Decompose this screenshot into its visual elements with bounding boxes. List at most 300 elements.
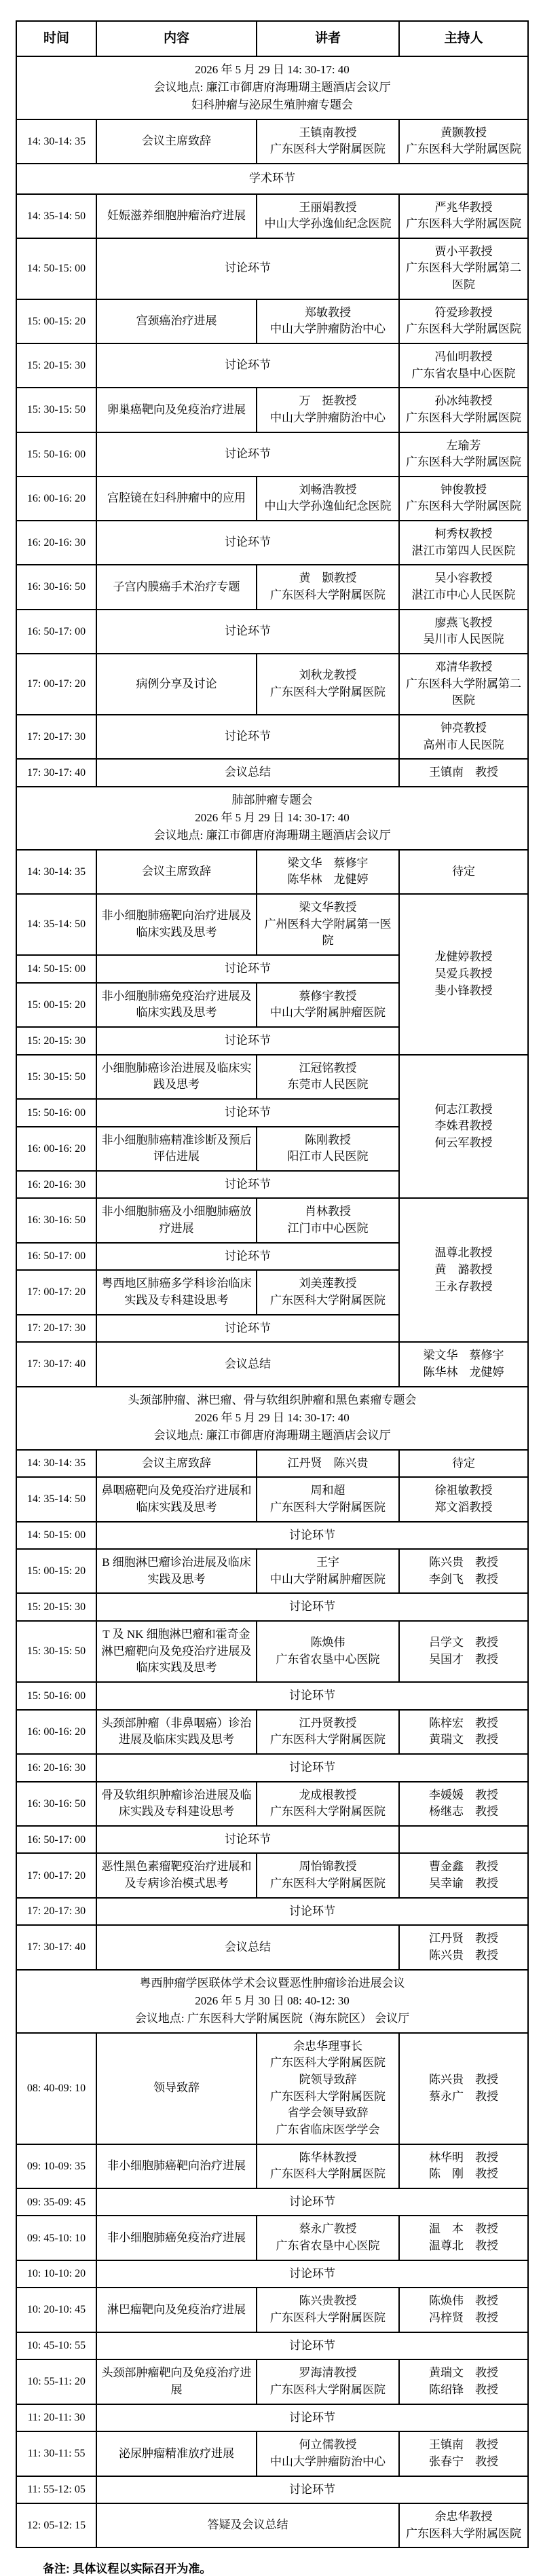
speaker-cell	[257, 2288, 399, 2332]
moderator-cell	[399, 343, 528, 388]
cell-line: 陈梓宏 教授	[429, 1716, 498, 1730]
moderator-cell	[399, 2144, 528, 2188]
topic-cell: 泌尿肿瘤精准放疗进展	[96, 2431, 257, 2476]
cell-line: 2026 年 5 月 29 日 14: 30-17: 40	[195, 1411, 350, 1424]
cell-line: 钟俊教授	[441, 483, 487, 496]
cell-line: 曹金鑫 教授	[429, 1860, 498, 1873]
cell-line: 陈兴贵教授	[299, 2294, 357, 2308]
merged-cell: 会议总结	[96, 1925, 399, 1969]
schedule-row	[16, 119, 528, 164]
cell-line: 广东医科大学附属第二医院	[406, 677, 521, 707]
topic-cell: 非小细胞肺癌免疫治疗进展	[96, 2216, 257, 2260]
moderator-cell	[399, 2503, 528, 2547]
section-header-row	[16, 787, 528, 850]
topic-cell: 会议主席致辞	[96, 850, 257, 894]
cell-line: 中山大学附属肿瘤医院	[270, 1006, 386, 1020]
cell-line: 符爱珍教授	[434, 305, 493, 319]
schedule-body	[16, 56, 528, 2548]
time-cell: 15: 00-15: 20	[16, 1549, 96, 1593]
moderator-cell	[399, 299, 528, 343]
cell-line: 周怡锦教授	[299, 1860, 357, 1873]
moderator-cell	[399, 2288, 528, 2332]
cell-line: 陈兴贵 教授	[429, 1949, 498, 1962]
cell-line: 中山大学肿瘤防治中心	[270, 411, 386, 424]
time-cell: 15: 50-16: 00	[16, 1682, 96, 1710]
cell-line: 严兆华教授	[434, 200, 493, 214]
time-cell: 11: 30-11: 55	[16, 2431, 96, 2476]
speaker-cell	[257, 1450, 399, 1478]
cell-line: 2026 年 5 月 30 日 08: 40-12: 30	[195, 1994, 350, 2008]
cell-line: 吴幸谕 教授	[429, 1877, 498, 1890]
moderator-cell	[399, 1782, 528, 1826]
cell-line: 湛江市第四人民医院	[411, 544, 516, 557]
merged-cell: 讨论环节	[96, 1027, 399, 1055]
time-cell: 09: 35-09: 45	[16, 2188, 96, 2216]
cell-line: 邓清华教授	[434, 660, 493, 673]
cell-line: 广东医科大学附属第二医院	[406, 261, 521, 292]
time-cell: 15: 20-15: 30	[16, 1593, 96, 1621]
time-cell: 17: 00-17: 20	[16, 654, 96, 715]
time-cell: 14: 30-14: 35	[16, 1450, 96, 1478]
merged-cell: 讨论环节	[96, 1243, 399, 1271]
schedule-row	[16, 2288, 528, 2332]
schedule-row	[16, 432, 528, 477]
cell-line: 广东医科大学附属医院	[270, 589, 386, 602]
time-cell: 14: 50-15: 00	[16, 238, 96, 299]
merged-cell: 讨论环节	[96, 1315, 399, 1343]
cell-line: 王宇	[316, 1556, 339, 1569]
cell-line: 钟亮教授	[441, 721, 487, 734]
time-cell: 16: 20-16: 30	[16, 1754, 96, 1782]
cell-line: 温尊北 教授	[429, 2239, 498, 2253]
cell-line: 黄瑞文 教授	[429, 2366, 498, 2380]
time-cell: 17: 20-17: 30	[16, 715, 96, 759]
merged-cell: 讨论环节	[96, 1593, 528, 1621]
time-cell: 15: 00-15: 20	[16, 983, 96, 1027]
cell-line: 蔡永广教授	[299, 2222, 357, 2236]
cell-line: 广东医科大学附属医院	[270, 1733, 386, 1747]
time-cell: 14: 50-15: 00	[16, 955, 96, 983]
speaker-cell	[257, 894, 399, 955]
moderator-cell	[399, 1549, 528, 1593]
moderator-cell	[399, 850, 528, 894]
merged-cell: 讨论环节	[96, 610, 399, 654]
cell-line: 温 本 教授	[429, 2222, 498, 2236]
schedule-row	[16, 1055, 528, 1099]
column-header-row	[16, 21, 528, 56]
cell-line: 刘畅浩教授	[299, 483, 357, 496]
time-cell: 09: 10-09: 35	[16, 2144, 96, 2188]
speaker-cell	[257, 1198, 399, 1242]
schedule-row	[16, 521, 528, 565]
topic-cell: 非小细胞肺癌靶向治疗进展	[96, 2144, 257, 2188]
time-cell: 16: 50-17: 00	[16, 1826, 96, 1854]
time-cell: 14: 35-14: 50	[16, 194, 96, 238]
schedule-row	[16, 1522, 528, 1550]
cell-line: 孙冰纯教授	[434, 394, 493, 408]
merged-cell: 讨论环节	[96, 1099, 399, 1127]
topic-cell: 小细胞肺癌诊治进展及临床实践及思考	[96, 1055, 257, 1099]
topic-cell: 妊娠滋养细胞肿瘤治疗进展	[96, 194, 257, 238]
speaker-cell	[257, 1055, 399, 1099]
cell-line: 陈华林教授	[299, 2150, 357, 2164]
time-cell: 17: 30-17: 40	[16, 1925, 96, 1969]
cell-line: 江冠铭教授	[299, 1061, 357, 1075]
cell-line: 广东省临床医学学会	[276, 2123, 380, 2136]
time-cell: 17: 30-17: 40	[16, 759, 96, 787]
topic-cell: 非小细胞肺癌免疫治疗进展及临床实践及思考	[96, 983, 257, 1027]
speaker-cell	[257, 194, 399, 238]
cell-line: 中山大学孙逸仙纪念医院	[264, 217, 392, 231]
time-cell: 15: 00-15: 20	[16, 299, 96, 343]
moderator-cell	[399, 1621, 528, 1682]
cell-line: 刘秋龙教授	[299, 669, 357, 682]
cell-line: 蔡修宇教授	[299, 989, 357, 1003]
time-cell: 16: 50-17: 00	[16, 610, 96, 654]
schedule-row	[16, 1826, 528, 1854]
moderator-cell	[399, 894, 528, 1054]
speaker-cell	[257, 2033, 399, 2144]
schedule-row	[16, 1621, 528, 1682]
cell-line: 待定	[452, 1456, 475, 1470]
time-cell: 09: 45-10: 10	[16, 2216, 96, 2260]
cell-line: 会议地点: 广东医科大学附属医院（海东院区） 会议厅	[134, 2012, 410, 2026]
cell-line: 黄 颢教授	[299, 572, 357, 585]
merged-cell: 讨论环节	[96, 1171, 399, 1199]
time-cell: 15: 30-15: 50	[16, 1621, 96, 1682]
cell-line: 广东医科大学附属医院	[270, 1805, 386, 1818]
cell-line: 龙健婷教授	[434, 950, 493, 964]
schedule-row	[16, 1710, 528, 1754]
merged-cell: 讨论环节	[96, 1754, 528, 1782]
cell-line: 王丽娟教授	[299, 200, 357, 214]
cell-line: 广东医科大学附属医院	[270, 1877, 386, 1890]
section-header-cell	[16, 787, 528, 850]
topic-cell: 会议主席致辞	[96, 1450, 257, 1478]
cell-line: 广东医科大学附属医院	[270, 2167, 386, 2181]
cell-line: 中山大学肿瘤防治中心	[270, 322, 386, 336]
merged-cell: 讨论环节	[96, 2404, 528, 2432]
cell-line: 广东医科大学附属医院	[270, 2089, 386, 2103]
cell-line: 陈焕伟 教授	[429, 2294, 498, 2308]
time-cell: 10: 45-10: 55	[16, 2332, 96, 2360]
cell-line: 中山大学附属肿瘤医院	[270, 1572, 386, 1586]
cell-line: 陈刚教授	[305, 1133, 351, 1146]
cell-line: 陈兴贵 教授	[429, 2073, 498, 2086]
moderator-cell	[399, 1342, 528, 1386]
cell-line: 广东医科大学附属医院	[270, 1294, 386, 1307]
merged-cell: 讨论环节	[96, 238, 399, 299]
cell-line: 何立儒教授	[299, 2438, 357, 2452]
cell-line: 2026 年 5 月 29 日 14: 30-17: 40	[195, 811, 350, 825]
speaker-cell	[257, 1270, 399, 1314]
time-cell: 14: 50-15: 00	[16, 1522, 96, 1550]
cell-line: 万 挺教授	[299, 394, 357, 408]
schedule-table	[16, 20, 529, 2548]
cell-line: 陈华林 龙健婷	[423, 1365, 504, 1379]
speaker-cell	[257, 2216, 399, 2260]
moderator-cell	[399, 432, 528, 477]
schedule-row	[16, 2404, 528, 2432]
moderator-cell	[399, 565, 528, 609]
col-header-moderator: 主持人	[399, 21, 528, 56]
speaker-cell	[257, 2359, 399, 2404]
cell-line: 广东医科大学附属医院	[270, 1500, 386, 1514]
schedule-row	[16, 850, 528, 894]
cell-line: 广东医科大学附属医院	[406, 411, 521, 424]
cell-line: 陈绍锋 教授	[429, 2383, 498, 2396]
cell-line: 吴爱兵教授	[434, 967, 493, 981]
moderator-cell	[399, 119, 528, 164]
topic-cell: T 及 NK 细胞淋巴瘤和霍奇金淋巴瘤靶向及免疫治疗进展及临床实践及思考	[96, 1621, 257, 1682]
schedule-row	[16, 2431, 528, 2476]
schedule-row	[16, 1898, 528, 1926]
schedule-row	[16, 1853, 528, 1897]
cell-line: 陈焕伟	[310, 1636, 345, 1649]
cell-line: 广东医科大学附属医院	[406, 500, 521, 513]
topic-cell: 卵巢癌靶向及免疫治疗进展	[96, 388, 257, 432]
cell-line: 高州市人民医院	[423, 738, 504, 751]
cell-line: 广东医科大学附属医院	[406, 2526, 521, 2540]
cell-line: 陈华林 龙健婷	[287, 873, 369, 886]
time-cell: 16: 50-17: 00	[16, 1243, 96, 1271]
schedule-row	[16, 299, 528, 343]
schedule-row	[16, 2216, 528, 2260]
cell-line: 梁文华教授	[299, 901, 357, 914]
topic-cell: 头颈部肿瘤靶向及免疫治疗进展	[96, 2359, 257, 2404]
moderator-cell	[399, 759, 528, 787]
topic-cell: 恶性黑色素瘤靶疫治疗进展和及专病诊治模式思考	[96, 1853, 257, 1897]
schedule-row	[16, 2260, 528, 2288]
cell-line: 粤西肿瘤学医联体学术会议暨恶性肿瘤诊治进展会议	[139, 1976, 405, 1990]
cell-line: 林华明 教授	[429, 2150, 498, 2164]
section-header-cell	[16, 56, 528, 119]
merged-cell: 答疑及会议总结	[96, 2503, 399, 2547]
merged-cell: 会议总结	[96, 1342, 399, 1386]
cell-line: 省学会领导致辞	[287, 2106, 369, 2120]
cell-line: 贾小平教授	[434, 244, 493, 258]
schedule-row	[16, 2332, 528, 2360]
cell-line: 广东省农垦中心医院	[276, 1653, 380, 1666]
cell-line: 张春宁 教授	[429, 2454, 498, 2468]
schedule-row	[16, 343, 528, 388]
time-cell: 16: 30-16: 50	[16, 1198, 96, 1242]
moderator-cell	[399, 1477, 528, 1521]
section-header-cell	[16, 1970, 528, 2033]
merged-cell: 讨论环节	[96, 432, 399, 477]
merged-cell: 讨论环节	[96, 521, 399, 565]
moderator-cell	[399, 2033, 528, 2144]
time-cell: 10: 20-10: 45	[16, 2288, 96, 2332]
time-cell: 15: 50-16: 00	[16, 1099, 96, 1127]
schedule-row	[16, 1477, 528, 1521]
cell-line: 杨继志 教授	[429, 1805, 498, 1818]
merged-cell: 讨论环节	[96, 2332, 528, 2360]
cell-line: 李姝君教授	[434, 1119, 493, 1133]
cell-line: 冯仙明教授	[434, 350, 493, 363]
topic-cell: 鼻咽癌靶向及免疫治疗进展和临床实践及思考	[96, 1477, 257, 1521]
cell-line: 冯梓贤 教授	[429, 2311, 498, 2325]
time-cell: 14: 35-14: 50	[16, 894, 96, 955]
moderator-cell	[399, 1450, 528, 1478]
moderator-cell	[399, 1853, 528, 1897]
section-header-row	[16, 1970, 528, 2033]
col-header-content: 内容	[96, 21, 257, 56]
moderator-cell	[399, 715, 528, 759]
cell-line: 王镇南 教授	[429, 2438, 498, 2452]
schedule-row	[16, 2144, 528, 2188]
time-cell: 14: 30-14: 35	[16, 850, 96, 894]
cell-line: 广东医科大学附属医院	[270, 2311, 386, 2325]
cell-line: 会议地点: 廉江市御唐府海珊瑚主题酒店会议厅	[153, 80, 391, 94]
time-cell: 12: 05-12: 15	[16, 2503, 96, 2547]
moderator-cell	[399, 194, 528, 238]
topic-cell: 非小细胞肺癌靶向治疗进展及临床实践及思考	[96, 894, 257, 955]
speaker-cell	[257, 1621, 399, 1682]
cell-line: 湛江市中心人民医院	[411, 589, 516, 602]
speaker-cell	[257, 2144, 399, 2188]
cell-line: 肺部肿瘤专题会	[231, 793, 313, 806]
merged-cell: 讨论环节	[96, 1826, 399, 1854]
cell-line: 柯秀权教授	[434, 527, 493, 541]
merged-cell: 讨论环节	[96, 2188, 528, 2216]
cell-line: 肖林教授	[305, 1205, 351, 1218]
merged-cell: 会议总结	[96, 759, 399, 787]
topic-cell: 淋巴瘤靶向及免疫治疗进展	[96, 2288, 257, 2332]
cell-line: 广东医科大学附属医院	[406, 455, 521, 469]
schedule-row	[16, 477, 528, 521]
time-cell: 16: 00-16: 20	[16, 1710, 96, 1754]
cell-line: 广东医科大学附属医院	[406, 217, 521, 231]
merged-cell: 讨论环节	[96, 2260, 528, 2288]
cell-line: 罗海清教授	[299, 2366, 357, 2380]
schedule-row	[16, 2359, 528, 2404]
cell-line: 广东医科大学附属医院	[270, 2383, 386, 2396]
moderator-cell	[399, 654, 528, 715]
topic-cell: 领导致辞	[96, 2033, 257, 2144]
speaker-cell	[257, 1549, 399, 1593]
time-cell: 17: 00-17: 20	[16, 1270, 96, 1314]
schedule-row	[16, 565, 528, 609]
cell-line: 廖燕飞教授	[434, 616, 493, 629]
time-cell: 10: 10-10: 20	[16, 2260, 96, 2288]
cell-line: 吕学文 教授	[429, 1636, 498, 1649]
topic-cell: 宫颈癌治疗进展	[96, 299, 257, 343]
topic-cell: 病例分享及讨论	[96, 654, 257, 715]
schedule-row	[16, 2503, 528, 2547]
cell-line: 王镇南 教授	[429, 766, 498, 779]
moderator-cell	[399, 2359, 528, 2404]
schedule-row	[16, 759, 528, 787]
topic-cell: 粤西地区肺癌多学科诊治临床实践及专科建设思考	[96, 1270, 257, 1314]
cell-line: 广东医科大学附属医院	[406, 322, 521, 336]
merged-cell: 讨论环节	[96, 715, 399, 759]
schedule-row	[16, 1342, 528, 1386]
cell-line: 广东省农垦中心医院	[411, 367, 516, 380]
cell-line: 梁文华 蔡修宇	[423, 1349, 504, 1362]
speaker-cell	[257, 983, 399, 1027]
time-cell: 16: 20-16: 30	[16, 1171, 96, 1199]
cell-line: 王永存教授	[434, 1280, 493, 1293]
cell-line: 黄颢教授	[441, 126, 487, 139]
speaker-cell	[257, 565, 399, 609]
time-cell: 17: 00-17: 20	[16, 1853, 96, 1897]
topic-cell: B 细胞淋巴瘤诊治进展及临床实践及思考	[96, 1549, 257, 1593]
cell-line: 东莞市人民医院	[287, 1078, 369, 1091]
moderator-cell	[399, 388, 528, 432]
section-header-cell	[16, 1387, 528, 1450]
section-header-row	[16, 1387, 528, 1450]
time-cell: 16: 00-16: 20	[16, 1127, 96, 1171]
moderator-cell	[399, 2431, 528, 2476]
topic-cell: 头颈部肿瘤（非鼻咽癌）诊治进展及临床实践及思考	[96, 1710, 257, 1754]
cell-line: 江丹贤 教授	[429, 1932, 498, 1945]
merged-cell: 讨论环节	[96, 1522, 528, 1550]
time-cell: 16: 30-16: 50	[16, 565, 96, 609]
speaker-cell	[257, 1782, 399, 1826]
schedule-row	[16, 2033, 528, 2144]
cell-line: 郑敏教授	[305, 305, 351, 319]
topic-cell: 会议主席致辞	[96, 119, 257, 164]
schedule-row	[16, 610, 528, 654]
speaker-cell	[257, 2431, 399, 2476]
cell-line: 广东医科大学附属医院	[270, 143, 386, 156]
schedule-row	[16, 1754, 528, 1782]
cell-line: 郑文滔教授	[434, 1500, 493, 1514]
merged-cell: 讨论环节	[96, 1898, 528, 1926]
topic-cell: 子宫内膜癌手术治疗专题	[96, 565, 257, 609]
cell-line: 黄瑞文 教授	[429, 1733, 498, 1747]
schedule-row	[16, 2188, 528, 2216]
time-cell: 16: 20-16: 30	[16, 521, 96, 565]
cell-line: 李媛媛 教授	[429, 1788, 498, 1802]
schedule-row	[16, 388, 528, 432]
schedule-row	[16, 2476, 528, 2504]
session-band-row	[16, 164, 528, 194]
cell-line: 周和超	[310, 1484, 345, 1497]
schedule-row	[16, 194, 528, 238]
time-cell: 17: 20-17: 30	[16, 1898, 96, 1926]
time-cell: 15: 50-16: 00	[16, 432, 96, 477]
schedule-row	[16, 894, 528, 955]
cell-line: 妇科肿瘤与泌尿生殖肿瘤专题会	[191, 98, 353, 112]
time-cell: 15: 30-15: 50	[16, 1055, 96, 1099]
cell-line: 蔡永广 教授	[429, 2089, 498, 2103]
speaker-cell	[257, 1853, 399, 1897]
speaker-cell	[257, 119, 399, 164]
speaker-cell	[257, 1710, 399, 1754]
cell-line: 会议地点: 廉江市御唐府海珊瑚主题酒店会议厅	[153, 1429, 391, 1442]
schedule-row	[16, 1450, 528, 1478]
cell-line: 黄 潞教授	[434, 1263, 493, 1277]
cell-line: 余忠华教授	[434, 2510, 493, 2524]
cell-line: 梁文华 蔡修宇	[287, 856, 369, 870]
cell-line: 广州医科大学附属第一医院	[264, 917, 392, 948]
topic-cell: 骨及软组织肿瘤诊治进展及临床实践及专科建设思考	[96, 1782, 257, 1826]
cell-line: 斐小锋教授	[434, 984, 493, 997]
moderator-cell	[399, 610, 528, 654]
time-cell: 11: 55-12: 05	[16, 2476, 96, 2504]
moderator-cell	[399, 2216, 528, 2260]
col-header-speaker: 讲者	[257, 21, 399, 56]
cell-line: 广东医科大学附属医院	[270, 2056, 386, 2070]
moderator-cell	[399, 1826, 528, 1854]
schedule-row	[16, 1782, 528, 1826]
time-cell: 15: 20-15: 30	[16, 1027, 96, 1055]
speaker-cell	[257, 299, 399, 343]
time-cell: 16: 30-16: 50	[16, 1782, 96, 1826]
speaker-cell	[257, 654, 399, 715]
